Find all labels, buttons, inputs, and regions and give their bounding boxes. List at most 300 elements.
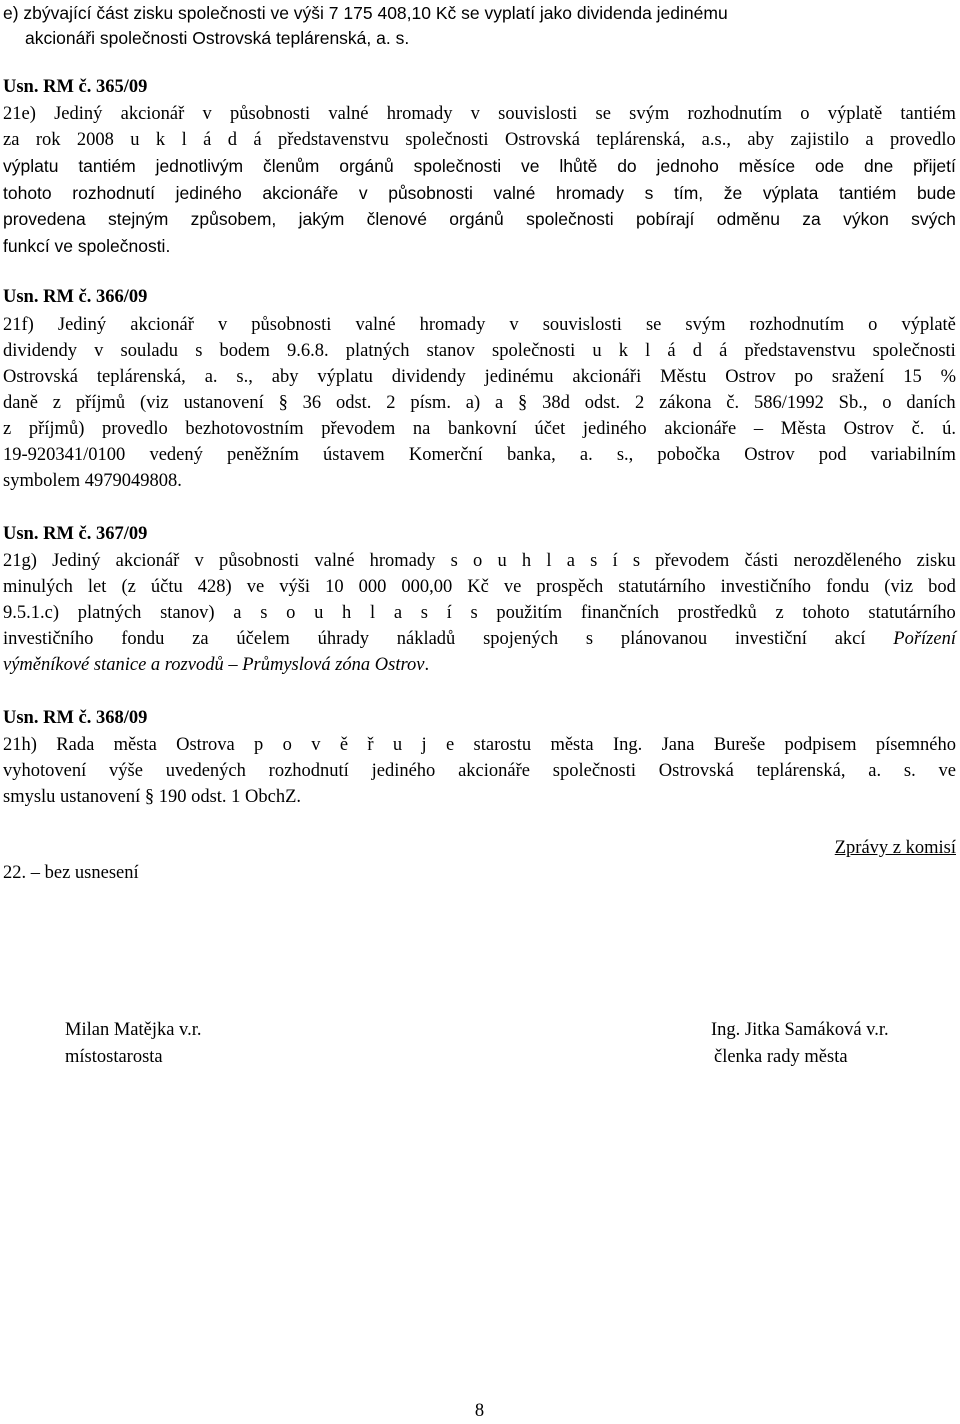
word: svých — [911, 209, 956, 229]
word: nerozděleného — [793, 551, 902, 571]
word: tantiém — [838, 183, 897, 203]
word: o — [473, 551, 483, 571]
resolution-365-line-2 — [3, 127, 956, 153]
word: pobírají — [636, 209, 695, 229]
word: s — [195, 341, 203, 361]
word: h — [521, 551, 532, 571]
resolution-368-line-1 — [3, 732, 956, 758]
word: výplata — [762, 183, 819, 203]
resolution-366-line-1 — [3, 312, 956, 338]
word: výši — [279, 577, 311, 597]
word: bod — [928, 577, 956, 597]
word: ode — [814, 156, 845, 176]
word: ve — [246, 577, 265, 597]
word: části — [744, 551, 779, 571]
word: a.s., — [701, 130, 731, 150]
word: jednoho — [656, 156, 719, 176]
word: fondu — [826, 577, 870, 597]
word: tohoto — [802, 603, 850, 623]
word: že — [723, 183, 743, 203]
page-number: 8 — [474, 1401, 485, 1421]
word: působnosti — [218, 551, 300, 571]
word: minulých — [3, 577, 73, 597]
word: investičního — [3, 629, 94, 649]
resolution-366-line-6 — [3, 442, 956, 468]
word: v — [194, 551, 204, 571]
word: a — [865, 130, 874, 150]
word: (z — [121, 577, 136, 597]
word: 000 — [358, 577, 387, 597]
word: 586/1992 — [753, 393, 824, 413]
word: vedený — [149, 445, 203, 465]
word: platných — [345, 341, 410, 361]
word: prostředků — [677, 603, 757, 623]
word: se — [595, 104, 611, 124]
word: o — [800, 104, 810, 124]
word: představenstvu — [277, 130, 389, 150]
word: měsíce — [738, 156, 796, 176]
resolution-366-line-5 — [3, 416, 956, 442]
word: Jana — [661, 735, 695, 755]
word: 2008 — [76, 130, 114, 150]
word: jediného — [371, 761, 436, 781]
word: v — [470, 104, 480, 124]
word: daně — [3, 393, 38, 413]
word: bezhotovostním — [185, 419, 304, 439]
word: hromady — [369, 551, 436, 571]
word: o — [286, 603, 296, 623]
word: v — [311, 735, 321, 755]
word: hromady — [555, 183, 625, 203]
word: § — [518, 393, 528, 413]
word: fondu — [121, 629, 165, 649]
resolution-367-line-3 — [3, 600, 956, 626]
word: Ostrov — [744, 445, 795, 465]
word: let — [87, 577, 107, 597]
document-page — [3, 0, 956, 1421]
word: prospěch — [536, 577, 604, 597]
word: § — [278, 393, 288, 413]
word: s — [585, 629, 594, 649]
resolution-367-label: Usn. RM č. 367/09 — [3, 524, 148, 544]
word: z — [775, 603, 784, 623]
signature-left-name: Milan Matějka v.r. — [65, 1020, 202, 1040]
word: Jediný — [57, 315, 107, 335]
word: akcionáře — [664, 419, 737, 439]
word: výkon — [843, 209, 889, 229]
word: tantiém — [78, 156, 136, 176]
word: výplatu — [3, 156, 59, 176]
resolution-366-line-7: symbolem 4979049808. — [3, 471, 182, 491]
word: ř — [367, 735, 374, 755]
word: provedena — [3, 209, 86, 229]
word: l — [546, 551, 552, 571]
word: u — [497, 551, 507, 571]
word: na — [412, 419, 431, 439]
word: zisku — [916, 551, 956, 571]
word: a. — [868, 761, 882, 781]
resolution-365-line-5 — [3, 206, 956, 232]
word: statutárního — [868, 603, 956, 623]
word: akcionáře — [458, 761, 530, 781]
word: akcionář — [120, 104, 185, 124]
word: lhůtě — [559, 156, 598, 176]
word: teplárenská, — [96, 367, 186, 387]
word: provedlo — [890, 130, 956, 150]
word: ve — [521, 156, 540, 176]
word: u — [392, 735, 403, 755]
word: bankovní — [447, 419, 517, 439]
resolution-366-label: Usn. RM č. 366/09 — [3, 287, 148, 307]
word: v — [94, 341, 104, 361]
word: souvislosti — [498, 104, 578, 124]
word: 428) — [197, 577, 232, 597]
word: statutárního — [618, 577, 706, 597]
word: uvedených — [165, 761, 246, 781]
word: příjmů) — [28, 419, 85, 439]
word: (viz — [139, 393, 169, 413]
word: jakým — [298, 209, 345, 229]
word: v — [217, 315, 228, 335]
word: tím, — [674, 183, 704, 203]
word: o — [882, 393, 892, 413]
resolution-367-line-4-italic: Pořízení — [893, 629, 956, 649]
resolution-367-line-2 — [3, 574, 956, 600]
word: stanov — [426, 341, 475, 361]
word: u — [592, 341, 602, 361]
word: (viz — [884, 577, 914, 597]
word: aby — [747, 130, 775, 150]
word: o — [868, 315, 878, 335]
word: se — [645, 315, 662, 335]
word: působnosti — [388, 183, 473, 203]
word: odměnu — [716, 209, 780, 229]
word: tohoto — [3, 183, 52, 203]
word: 19-920341/0100 — [3, 445, 126, 465]
reports-heading: Zprávy z komisí — [834, 838, 956, 858]
word: tantiém — [900, 104, 956, 124]
word: investičního — [720, 577, 812, 597]
word: pobočka — [657, 445, 721, 465]
word: orgánů — [339, 156, 394, 176]
word: vyhotovení — [3, 761, 87, 781]
word: hromady — [419, 315, 486, 335]
word: u — [130, 130, 140, 150]
word: hromady — [386, 104, 453, 124]
resolution-368-label: Usn. RM č. 368/09 — [3, 708, 148, 728]
word: zajistilo — [790, 130, 850, 150]
word: souladu — [120, 341, 179, 361]
word: výplatu — [317, 367, 373, 387]
word: výše — [109, 761, 143, 781]
word: á — [667, 341, 676, 361]
word: 21f) — [3, 315, 34, 335]
word: 10 — [325, 577, 344, 597]
word: výplatě — [901, 315, 956, 335]
word: Ing. — [612, 735, 643, 755]
word: s. — [903, 761, 916, 781]
word: investiční — [734, 629, 807, 649]
word: spojených — [483, 629, 559, 649]
word: u — [314, 603, 324, 623]
word: finančních — [580, 603, 659, 623]
signature-right-name: Ing. Jitka Samáková v.r. — [711, 1020, 889, 1040]
word: orgánů — [449, 209, 504, 229]
word: 9.6.8. — [287, 341, 329, 361]
word: a — [233, 603, 242, 623]
word: v — [358, 183, 368, 203]
word: Bureše — [713, 735, 766, 755]
word: odst. — [584, 393, 621, 413]
word: akcí — [834, 629, 866, 649]
word: Komerční — [408, 445, 483, 465]
word: č. — [726, 393, 740, 413]
word: í — [446, 603, 452, 623]
word: dividendy — [391, 367, 466, 387]
word: 38d — [542, 393, 570, 413]
word: 21e) — [3, 104, 36, 124]
word: členům — [262, 156, 320, 176]
section-e-line-2: akcionáři společnosti Ostrovská teplárenská, a. s. — [25, 28, 410, 48]
resolution-367-line-5 — [3, 652, 956, 678]
word: svým — [629, 104, 670, 124]
word: ústavem — [323, 445, 385, 465]
word: písm. — [410, 393, 451, 413]
word: nákladů — [396, 629, 456, 649]
word: působnosti — [230, 104, 311, 124]
word: rozhodnutím — [749, 315, 845, 335]
word: jediného — [175, 183, 242, 203]
word: společnosti — [405, 130, 489, 150]
resolution-368-line-2 — [3, 758, 956, 784]
word: Ostrova — [176, 735, 235, 755]
word: provedlo — [102, 419, 168, 439]
word: variabilním — [870, 445, 956, 465]
word: s — [470, 603, 478, 623]
word: ě — [339, 735, 349, 755]
word: Jediný — [52, 551, 101, 571]
word: příjmů — [75, 393, 126, 413]
resolution-365-line-4 — [3, 180, 956, 206]
word: v — [202, 104, 212, 124]
word: za — [802, 209, 821, 229]
word: a. — [579, 445, 593, 465]
word: způsobem, — [190, 209, 277, 229]
signature-right-role: členka rady města — [714, 1047, 848, 1067]
word: podpisem — [784, 735, 857, 755]
word: účet — [534, 419, 566, 439]
word: Ostrovská — [504, 130, 580, 150]
word: po — [794, 367, 814, 387]
word: k — [618, 341, 629, 361]
word: banka, — [506, 445, 556, 465]
word: Sb., — [838, 393, 868, 413]
word: dividendy — [3, 341, 77, 361]
word: s — [450, 551, 458, 571]
word: účtu — [150, 577, 183, 597]
word: starostu — [473, 735, 532, 755]
word: písemného — [875, 735, 956, 755]
word: sražení — [831, 367, 885, 387]
word: do — [617, 156, 637, 176]
word: působnosti — [251, 315, 332, 335]
word: á — [253, 130, 262, 150]
word: Ostrov — [725, 367, 776, 387]
word: Kč — [467, 577, 489, 597]
word: za — [3, 130, 20, 150]
word: stanov) — [160, 603, 215, 623]
word: ve — [503, 577, 522, 597]
signature-left-role: místostarosta — [65, 1047, 163, 1067]
word: za — [192, 629, 209, 649]
word: a — [494, 393, 504, 413]
word: p — [254, 735, 264, 755]
word: převodem — [321, 419, 396, 439]
word: 9.5.1.c) — [3, 603, 59, 623]
word: zákona — [659, 393, 712, 413]
word: ú. — [942, 419, 956, 439]
word: s — [644, 183, 654, 203]
word: a) — [465, 393, 481, 413]
word: s — [632, 551, 641, 571]
word: aby — [271, 367, 299, 387]
word: svým — [685, 315, 726, 335]
resolution-367-line-1 — [3, 548, 956, 574]
resolution-366-line-2 — [3, 338, 956, 364]
word: ve — [938, 761, 956, 781]
word: přijetí — [913, 156, 956, 176]
word: Městu — [660, 367, 707, 387]
item-22: 22. – bez usnesení — [3, 863, 139, 883]
word: plánovanou — [620, 629, 708, 649]
word: převodem — [655, 551, 730, 571]
word: a. — [204, 367, 218, 387]
word: í — [612, 551, 618, 571]
word: a — [566, 551, 575, 571]
word: dne — [864, 156, 894, 176]
word: valné — [314, 551, 355, 571]
word: o — [282, 735, 292, 755]
word: výplatě — [827, 104, 883, 124]
word: 2 — [386, 393, 396, 413]
word: 000,00 — [401, 577, 453, 597]
word: h — [342, 603, 352, 623]
resolution-366-line-4 — [3, 390, 956, 416]
word: účelem — [236, 629, 290, 649]
resolution-367-line-4 — [3, 626, 956, 652]
word: 15 — [903, 367, 922, 387]
word: jedinému — [484, 367, 554, 387]
word: rozhodnutí — [72, 183, 155, 203]
resolution-368-line-3: smyslu ustanovení § 190 odst. 1 ObchZ. — [3, 787, 302, 807]
word: jediného — [582, 419, 647, 439]
word: Ostrovská — [658, 761, 734, 781]
word: teplárenská, — [756, 761, 846, 781]
word: rok — [35, 130, 61, 150]
word: d — [692, 341, 702, 361]
word: Města — [780, 419, 826, 439]
word: z — [52, 393, 61, 413]
word: akcionář — [130, 315, 194, 335]
word: společnosti — [872, 341, 956, 361]
word: jednotlivým — [155, 156, 244, 176]
word: 21h) — [3, 735, 37, 755]
word: ustanovení — [183, 393, 264, 413]
word: platných — [77, 603, 142, 623]
word: s — [590, 551, 598, 571]
word: s — [260, 603, 268, 623]
resolution-365-line-6: funkcí ve společnosti. — [3, 236, 171, 256]
word: Rada — [56, 735, 95, 755]
word: 36 — [302, 393, 322, 413]
word: použitím — [496, 603, 563, 623]
resolution-365-label: Usn. RM č. 365/09 — [3, 77, 148, 97]
word: akcionáři — [572, 367, 642, 387]
word: á — [203, 130, 212, 150]
word: valné — [328, 104, 369, 124]
word: představenstvu — [744, 341, 856, 361]
word: rozhodnutím — [687, 104, 783, 124]
word: č. — [911, 419, 925, 439]
word: teplárenská, — [596, 130, 686, 150]
word: k — [155, 130, 166, 150]
word: s — [420, 603, 428, 623]
word: odst. — [335, 393, 372, 413]
resolution-365-line-1 — [3, 101, 956, 127]
word: z — [3, 419, 12, 439]
word: úhrady — [317, 629, 369, 649]
word: l — [645, 341, 651, 361]
resolution-367-line-5-end: . — [424, 655, 430, 675]
word: stejným — [108, 209, 169, 229]
word: Ostrov — [843, 419, 894, 439]
word: daních — [906, 393, 956, 413]
word: – — [753, 419, 764, 439]
word: Jediný — [54, 104, 103, 124]
section-e-line-1: e) zbývající část zisku společnosti ve výši 7 175 408,10 Kč se vyplatí jako dividenda jedinému — [3, 3, 728, 23]
word: bodem — [219, 341, 270, 361]
word: města — [550, 735, 594, 755]
word: a — [393, 603, 403, 623]
word: společnosti — [413, 156, 502, 176]
word: á — [719, 341, 728, 361]
word: valné — [493, 183, 536, 203]
word: e — [445, 735, 455, 755]
word: společnosti — [526, 209, 614, 229]
word: akcionáře — [262, 183, 339, 203]
resolution-366-line-3 — [3, 364, 956, 390]
word: s., — [236, 367, 253, 387]
word: rozhodnutí — [268, 761, 349, 781]
resolution-367-line-5-italic: výměníkové stanice a rozvodů – Průmyslová zóna Ostrov — [3, 655, 425, 675]
word: peněžním — [227, 445, 299, 465]
word: s., — [616, 445, 634, 465]
word: valné — [355, 315, 396, 335]
resolution-365-line-3 — [3, 153, 956, 179]
word: bude — [916, 183, 956, 203]
word: d — [227, 130, 237, 150]
word: 21g) — [3, 551, 37, 571]
word: v — [509, 315, 519, 335]
word: souvislosti — [542, 315, 622, 335]
word: členové — [366, 209, 427, 229]
word: j — [421, 735, 427, 755]
word: společnosti — [492, 341, 576, 361]
word: 2 — [634, 393, 645, 413]
word: města — [113, 735, 157, 755]
word: Ostrovská — [3, 367, 79, 387]
word: akcionář — [115, 551, 180, 571]
